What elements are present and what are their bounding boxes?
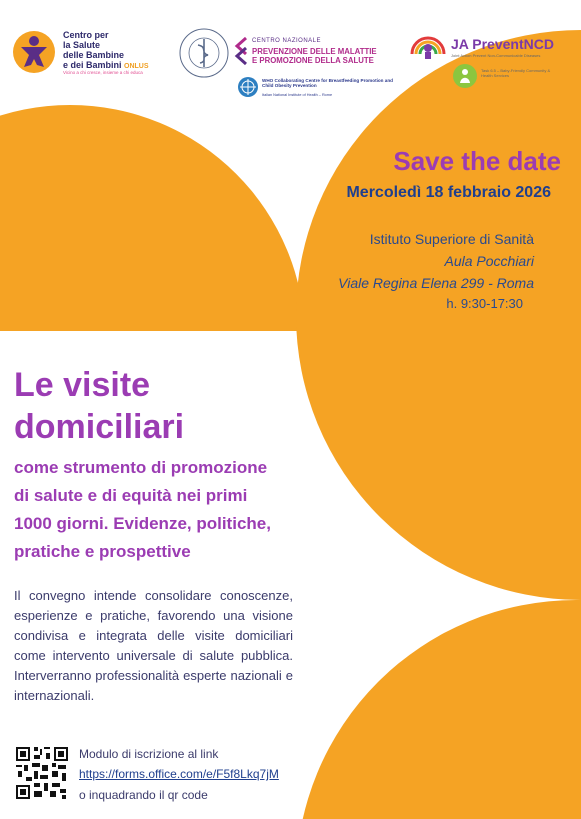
orange-half-circle-right-top: [296, 30, 581, 600]
ja-preventncd-logo-icon: [410, 30, 446, 60]
venue-name: Istituto Superiore di Sanità: [369, 231, 534, 247]
venue-room: Aula Pocchiari: [444, 253, 534, 269]
ja-preventncd-subtitle: Joint Action Prevent Non-Communicable Diseases: [451, 53, 541, 58]
cnapps-label-small: CENTRO NAZIONALE: [252, 38, 322, 44]
onlus-label: ONLUS: [124, 63, 149, 70]
ja-preventncd-title: JA PreventNCD: [451, 36, 554, 52]
cnapps-chevron-icon: [234, 36, 248, 66]
main-subtitle: come strumento di promozione di salute e di equità nei primi 1000 giorni. Evidenze, politiche, pratiche e prospettive: [14, 458, 271, 561]
event-time: h. 9:30-17:30: [446, 296, 523, 311]
csb-logo-text: Centro per la Salute delle Bambine e dei Bambini ONLUS: [63, 30, 149, 70]
who-cc-sublabel: Italian National Institute of Health – Rome: [262, 93, 333, 97]
csb-logo-icon: [11, 29, 57, 75]
description-paragraph: Il convegno intende consolidare conoscenze, esperienze e pratiche, favorendo una visione condivisa e integrata delle visite domiciliari come intervento universale di salute pubblica. Interverranno professionalità esperte nazionali e internazionali.: [14, 588, 293, 703]
qr-code-icon[interactable]: [14, 745, 70, 801]
orange-quarter-right-bottom: [296, 600, 581, 819]
main-title: Le visite domiciliari: [14, 366, 185, 446]
save-the-date-heading: Save the date: [393, 146, 561, 176]
cnapps-label: PREVENZIONE DELLE MALATTIE E PROMOZIONE DELLA SALUTE: [252, 47, 377, 65]
baby-friendly-icon: [452, 63, 478, 89]
task-label: Task 6.5 – Baby-Friendly Community & Health Services: [481, 68, 551, 78]
registration-link[interactable]: https://forms.office.com/e/F5f8Lkq7jM: [79, 767, 279, 781]
iss-seal-icon: [178, 27, 230, 79]
csb-tagline: Vicino a chi cresce, insieme a chi educa: [63, 70, 143, 75]
venue-address: Viale Regina Elena 299 - Roma: [338, 275, 534, 291]
who-cc-label: WHO Collaborating Centre for Breastfeeding Promotion and Child Obesity Prevention: [262, 78, 393, 89]
event-date: Mercoledì 18 febbraio 2026: [346, 184, 551, 201]
who-emblem-icon: [236, 75, 260, 99]
registration-label: Modulo di iscrizione al link: [79, 747, 219, 761]
qr-instruction: o inquadrando il qr code: [79, 788, 208, 802]
